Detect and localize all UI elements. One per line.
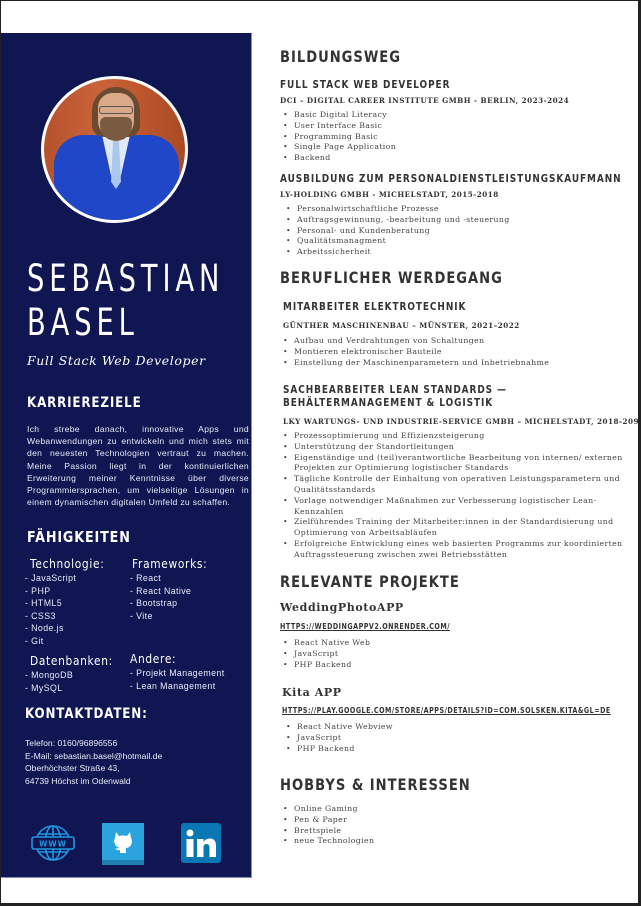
list-item: • Aufbau und Verdrahtungen von Schaltungen [280, 336, 630, 347]
github-icon[interactable] [102, 823, 144, 865]
experience-role [283, 384, 507, 410]
project-link[interactable]: HTTPS://WEDDINGAPPV2.ONRENDER.COM/ [280, 622, 451, 631]
list-item: • Unterstützung der Standortleitungen [280, 442, 625, 453]
list-item: • Programming Basic [280, 132, 630, 143]
list-item: • Backend [280, 153, 630, 164]
list-item: • Pen & Paper [280, 815, 630, 826]
projects-heading: RELEVANTE PROJEKTE [280, 572, 460, 591]
skill-group-title: Datenbanken: [30, 653, 113, 668]
list-item: • Zielführendes Training der Mitarbeiter:innen in der Standardisierung und Optimierung von Arbeitsabläufen [280, 517, 625, 539]
list-item: • React Native Webview [283, 722, 633, 733]
experience-role: MITARBEITER ELEKTROTECHNIK [283, 301, 467, 313]
skill-item: - React [130, 573, 162, 583]
last-name: BASEL [27, 301, 139, 344]
skill-item: - Vite [130, 610, 153, 621]
experience-org: GÜNTHER MASCHINENBAU – MÜNSTER, 2021–2022 [283, 321, 520, 330]
skill-group-title: Technologie: [30, 556, 105, 571]
list-item: • Prozessoptimierung und Effizienzsteigerung [280, 431, 625, 442]
skill-item: - Git [25, 635, 44, 646]
education-role: AUSBILDUNG ZUM PERSONALDIENSTLEISTUNGSKAUFMANN [280, 173, 622, 185]
education-org: LY-HOLDING GMBH - MICHELSTADT, 2015-2018 [280, 190, 499, 199]
project-link[interactable]: HTTPS://PLAY.GOOGLE.COM/STORE/APPS/DETAILS?ID=COM.SOLSKEN.KITA&GL=DE [282, 706, 611, 715]
skill-item: - Lean Management [130, 680, 216, 691]
project-title: WeddingPhotoAPP [280, 601, 404, 614]
skill-group-technologie [25, 556, 118, 647]
skill-item: - MongoDB [25, 670, 74, 680]
contact-email[interactable]: E-Mail: sebastian.basel@hotmail.de [25, 750, 163, 761]
list-item: • Arbeitssicherheit [283, 247, 633, 258]
skills-heading: FÄHIGKEITEN [27, 528, 131, 546]
contact-heading: KONTAKTDATEN: [25, 706, 148, 722]
skill-group-title: Andere: [130, 651, 177, 666]
list-item: • Single Page Application [280, 142, 630, 153]
skill-item: - Projekt Management [130, 668, 225, 678]
first-name: SEBASTIAN [27, 257, 225, 300]
social-links [1, 823, 252, 868]
hobbies-heading: HOBBYS & INTERESSEN [280, 775, 471, 794]
skill-item: - Node.js [25, 623, 64, 633]
list-item: • Auftragsgewinnung, -bearbeitung und -steuerung [283, 215, 633, 226]
skill-item: - JavaScript [25, 573, 77, 583]
contact-details [25, 737, 247, 787]
list-item: • Vorlage notwendiger Maßnahmen zur Verbesserung logistischer Lean-Kennzahlen [280, 496, 625, 518]
list-item: • JavaScript [283, 733, 633, 744]
skill-item: - MySQL [25, 682, 63, 693]
contact-street: Oberhöchster Straße 43, [25, 763, 120, 773]
contact-city: 64739 Höchst im Odenwald [25, 775, 131, 786]
list-item: • Erfolgreiche Entwicklung eines web basierten Programms zur koordinierten Auftragssteuerung zwischen zwei Betriebsstätten [280, 539, 625, 561]
contact-phone[interactable]: Telefon: 0160/96896556 [25, 738, 118, 748]
skill-group-title: Frameworks: [132, 556, 208, 571]
list-item: • Personalwirtschaftliche Prozesse [283, 204, 633, 215]
skill-item: - HTML5 [25, 598, 63, 608]
list-item: • JavaScript [280, 649, 630, 660]
github-icon-bar [102, 860, 144, 865]
skill-item: - React Native [130, 585, 192, 596]
list-item: • Basic Digital Literacy [280, 110, 630, 121]
experience-bullets [280, 336, 630, 368]
experience-bullets [280, 431, 625, 561]
list-item: • Qualitätsmanagment [283, 236, 633, 247]
list-item: • React Native Web [280, 638, 630, 649]
project-bullets [283, 722, 633, 754]
list-item: • Eigenständige und (teil)verantwortliche Bearbeitung von internen/ externen Projekten zur Optimierung logistischer Standards [280, 453, 625, 475]
skill-group-datenbanken [25, 653, 128, 694]
photo-glasses [99, 106, 133, 114]
skill-group-frameworks [130, 556, 221, 622]
svg-text:WWW: WWW [39, 839, 67, 849]
list-item: • neue Technologien [280, 836, 630, 847]
list-item: • PHP Backend [280, 660, 630, 671]
education-role: FULL STACK WEB DEVELOPER [280, 79, 451, 91]
experience-role-line: SACHBEARBEITER LEAN STANDARDS — [283, 384, 507, 396]
skill-group-andere [130, 651, 225, 692]
list-item: • Tägliche Kontrolle der Einhaltung von operativen Leistungsparametern und Qualitätsstandards [280, 474, 625, 496]
list-item: • PHP Backend [283, 744, 633, 755]
objective-text: Ich strebe danach, innovative Apps und Webanwendungen zu entwickeln und mich stets mit den neuesten Technologien vertraut zu machen. Meine Passion liegt in der kontinuierlichen Erweiterung meiner Kenntnisse über diverse Programmiersprachen, um vielseitige Lösungen in einem dynamischen digitalen Umfeld zu schaffen. [27, 424, 249, 508]
objective-heading: KARRIEREZIELE [27, 395, 142, 411]
list-item: • Einstellung der Maschinenparametern und Inbetriebnahme [280, 358, 630, 369]
list-item: • Online Gaming [280, 804, 630, 815]
profile-photo [41, 76, 188, 223]
www-icon[interactable] [31, 823, 75, 863]
project-title: Kita APP [282, 686, 342, 699]
list-item: • User Interface Basic [280, 121, 630, 132]
education-heading: BILDUNGSWEG [280, 47, 402, 66]
skill-item: - PHP [25, 585, 51, 596]
education-org: DCI – DIGITAL CAREER INSTITUTE GMBH - BERLIN, 2023-2024 [280, 96, 570, 105]
resume-page [1, 1, 638, 903]
experience-org: LKY WARTUNGS- UND INDUSTRIE-SERVICE GMBH – MICHELSTADT, 2018-209 [283, 417, 639, 426]
education-bullets [283, 204, 633, 258]
list-item: • Personal- und Kundenberatung [283, 226, 633, 237]
full-name [27, 257, 225, 345]
list-item: • Montieren elektronischer Bauteile [280, 347, 630, 358]
skill-item: - Bootstrap [130, 598, 178, 608]
education-bullets [280, 110, 630, 164]
list-item: • Brettspiele [280, 826, 630, 837]
sidebar [1, 33, 252, 878]
experience-heading: BERUFLICHER WERDEGANG [280, 268, 503, 287]
experience-role-line: BEHÄLTERMANAGEMENT & LOGISTIK [283, 397, 494, 409]
project-bullets [280, 638, 630, 670]
job-title: Full Stack Web Developer [27, 353, 206, 368]
linkedin-icon[interactable] [181, 823, 221, 863]
hobbies-list [280, 804, 630, 847]
skill-item: - CSS3 [25, 610, 56, 621]
